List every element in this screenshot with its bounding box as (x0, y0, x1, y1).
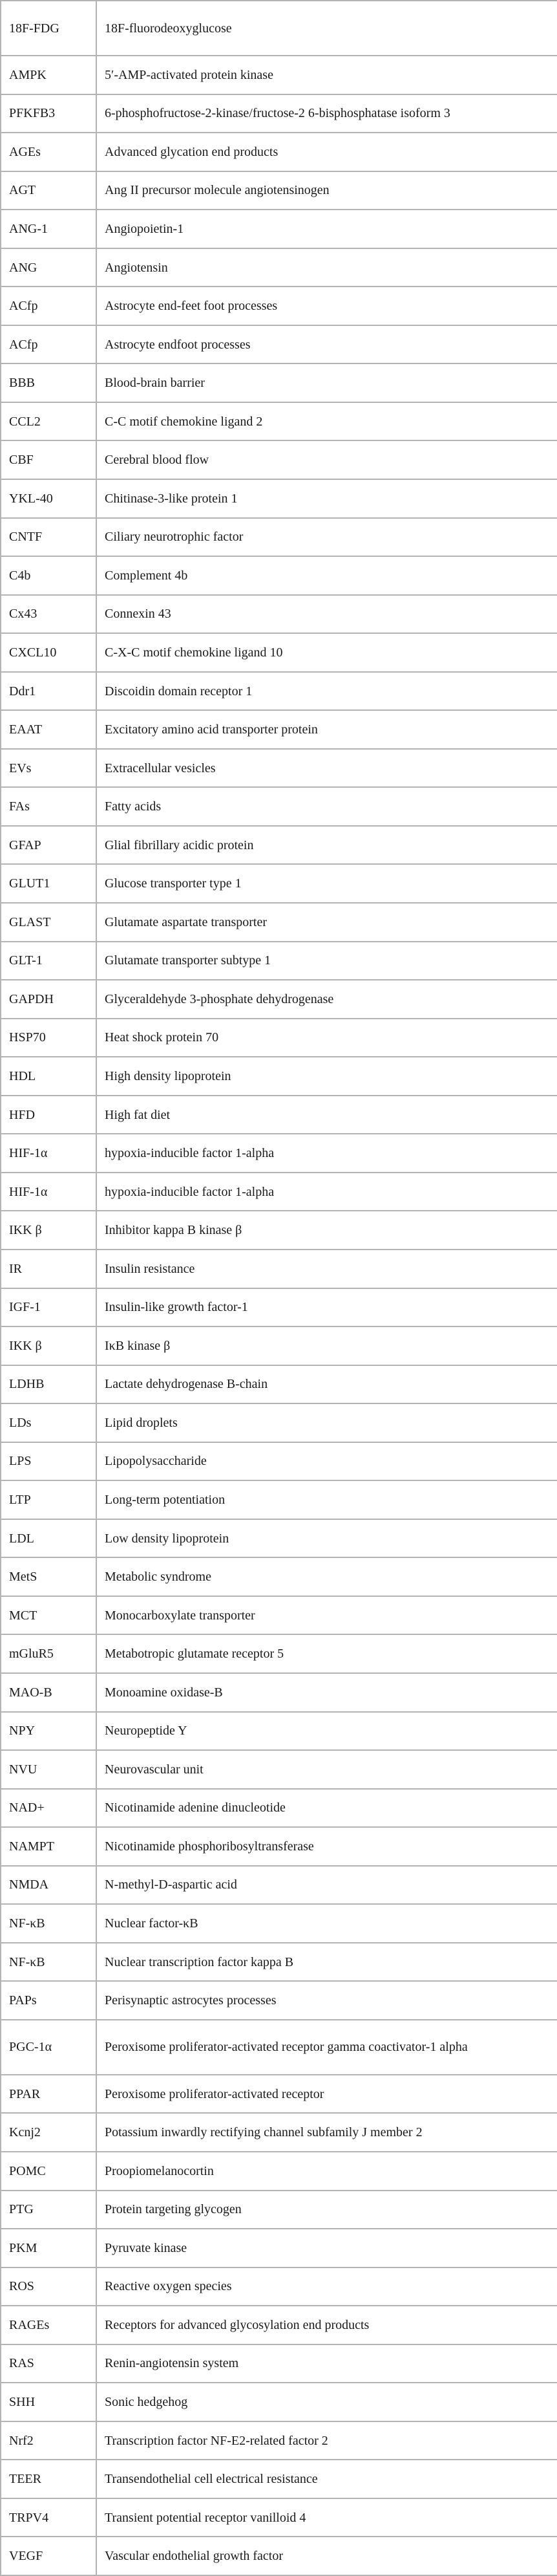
definition-cell: Inhibitor kappa B kinase β (96, 1211, 557, 1250)
table-row (1, 595, 557, 634)
abbreviation-cell: BBB (1, 363, 96, 402)
definition-cell: Complement 4b (96, 556, 557, 595)
definition-cell: Transendothelial cell electrical resistance (96, 2460, 557, 2498)
abbreviation-cell: CCL2 (1, 402, 96, 441)
table-row (1, 1981, 557, 2020)
table-row (1, 2229, 557, 2268)
abbreviation-cell: PAPs (1, 1981, 96, 2020)
table-row (1, 210, 557, 248)
abbreviation-cell: Nrf2 (1, 2421, 96, 2460)
table-row (1, 942, 557, 980)
definition-cell: Blood-brain barrier (96, 363, 557, 402)
definition-cell: hypoxia-inducible factor 1-alpha (96, 1173, 557, 1211)
definition-cell: Peroxisome proliferator-activated receptor gamma coactivator-1 alpha (96, 2020, 557, 2075)
abbreviation-cell: Ddr1 (1, 672, 96, 711)
definition-cell: Nuclear factor-κB (96, 1904, 557, 1943)
definition-cell: Metabotropic glutamate receptor 5 (96, 1634, 557, 1673)
definition-cell: Chitinase-3-like protein 1 (96, 479, 557, 518)
abbreviation-cell: POMC (1, 2152, 96, 2191)
definition-cell: Insulin-like growth factor-1 (96, 1288, 557, 1327)
table-row (1, 1134, 557, 1173)
definition-cell: Pyruvate kinase (96, 2229, 557, 2268)
table-row (1, 1673, 557, 1712)
abbreviation-cell: HIF-1α (1, 1134, 96, 1173)
table-row (1, 1096, 557, 1134)
abbreviation-cell: GFAP (1, 826, 96, 865)
abbreviation-cell: NAD+ (1, 1789, 96, 1828)
table-row (1, 2152, 557, 2191)
definition-cell: Nuclear transcription factor kappa B (96, 1943, 557, 1982)
abbreviation-cell: ACfp (1, 287, 96, 325)
definition-cell: Transcription factor NF-E2-related factor 2 (96, 2421, 557, 2460)
abbreviation-cell: HSP70 (1, 1019, 96, 1057)
definition-cell: Cerebral blood flow (96, 440, 557, 479)
definition-cell: Ciliary neurotrophic factor (96, 518, 557, 557)
definition-cell: Astrocyte endfoot processes (96, 325, 557, 364)
table-row (1, 2020, 557, 2075)
table-row (1, 1750, 557, 1789)
table-row (1, 2344, 557, 2383)
table-row (1, 1557, 557, 1596)
table-row (1, 56, 557, 94)
definition-cell: Advanced glycation end products (96, 133, 557, 171)
abbreviation-cell: IGF-1 (1, 1288, 96, 1327)
abbreviation-cell: NMDA (1, 1866, 96, 1905)
abbreviation-cell: MetS (1, 1557, 96, 1596)
definition-cell: Metabolic syndrome (96, 1557, 557, 1596)
table-row (1, 1326, 557, 1365)
definition-cell: Angiopoietin-1 (96, 210, 557, 248)
definition-cell: Ang II precursor molecule angiotensinogen (96, 171, 557, 210)
abbreviation-cell: GLAST (1, 903, 96, 942)
definition-cell: Renin-angiotensin system (96, 2344, 557, 2383)
table-row (1, 2191, 557, 2229)
table-row (1, 710, 557, 749)
definition-cell: Neuropeptide Y (96, 1712, 557, 1751)
abbreviation-cell: LDHB (1, 1365, 96, 1404)
table-row (1, 1250, 557, 1288)
abbreviation-cell: HIF-1α (1, 1173, 96, 1211)
table-row (1, 2383, 557, 2421)
table-row (1, 1480, 557, 1519)
abbreviation-cell: PPAR (1, 2075, 96, 2114)
table-row (1, 325, 557, 364)
table-row (1, 1442, 557, 1481)
definition-cell: Sonic hedgehog (96, 2383, 557, 2421)
abbreviation-cell: TEER (1, 2460, 96, 2498)
table-row (1, 518, 557, 557)
definition-cell: Angiotensin (96, 248, 557, 287)
abbreviation-cell: PKM (1, 2229, 96, 2268)
abbreviation-cell: LTP (1, 1480, 96, 1519)
table-row (1, 1789, 557, 1828)
definition-cell: Potassium inwardly rectifying channel subfamily J member 2 (96, 2113, 557, 2152)
table-row (1, 287, 557, 325)
abbreviation-cell: LDL (1, 1519, 96, 1558)
abbreviation-cell: GLT-1 (1, 942, 96, 980)
table-row (1, 1712, 557, 1751)
abbreviation-cell: AMPK (1, 56, 96, 94)
table-row (1, 363, 557, 402)
abbreviation-cell: SHH (1, 2383, 96, 2421)
abbreviation-cell: MAO-B (1, 1673, 96, 1712)
table-row (1, 864, 557, 903)
definition-cell: Glutamate transporter subtype 1 (96, 942, 557, 980)
table-row (1, 787, 557, 826)
table-row (1, 440, 557, 479)
abbreviation-cell: AGT (1, 171, 96, 210)
definition-cell: Glial fibrillary acidic protein (96, 826, 557, 865)
abbreviation-cell: HDL (1, 1057, 96, 1096)
definition-cell: High density lipoprotein (96, 1057, 557, 1096)
abbreviation-cell: NF-κB (1, 1943, 96, 1982)
definition-cell: Discoidin domain receptor 1 (96, 672, 557, 711)
definition-cell: 18F-fluorodeoxyglucose (96, 1, 557, 56)
table-row (1, 903, 557, 942)
table-row (1, 94, 557, 133)
abbreviation-cell: YKL-40 (1, 479, 96, 518)
table-row (1, 1365, 557, 1404)
abbreviation-cell: NAMPT (1, 1827, 96, 1866)
abbreviation-cell: NVU (1, 1750, 96, 1789)
table-row (1, 556, 557, 595)
abbreviation-cell: IKK β (1, 1326, 96, 1365)
abbreviation-cell: ANG (1, 248, 96, 287)
definition-cell: Heat shock protein 70 (96, 1019, 557, 1057)
definition-cell: Transient potential receptor vanilloid 4 (96, 2498, 557, 2537)
definition-cell: IκB kinase β (96, 1326, 557, 1365)
table-row (1, 826, 557, 865)
abbreviation-cell: VEGF (1, 2537, 96, 2575)
table-row (1, 1519, 557, 1558)
abbreviation-cell: Kcnj2 (1, 2113, 96, 2152)
table-row (1, 1866, 557, 1905)
table-row (1, 171, 557, 210)
table-row (1, 1173, 557, 1211)
abbreviation-cell: NPY (1, 1712, 96, 1751)
abbreviation-cell: ANG-1 (1, 210, 96, 248)
table-row (1, 2075, 557, 2114)
table-row (1, 980, 557, 1019)
definition-cell: 5′-AMP-activated protein kinase (96, 56, 557, 94)
definition-cell: Connexin 43 (96, 595, 557, 634)
definition-cell: Perisynaptic astrocytes processes (96, 1981, 557, 2020)
abbreviation-cell: RAGEs (1, 2306, 96, 2344)
table-row (1, 2498, 557, 2537)
table-row (1, 1057, 557, 1096)
abbreviation-cell: CBF (1, 440, 96, 479)
table-row (1, 133, 557, 171)
table-row (1, 402, 557, 441)
definition-cell: Lipid droplets (96, 1403, 557, 1442)
abbreviation-cell: ROS (1, 2268, 96, 2306)
definition-cell: Long-term potentiation (96, 1480, 557, 1519)
definition-cell: Insulin resistance (96, 1250, 557, 1288)
table-row (1, 2113, 557, 2152)
table-row (1, 479, 557, 518)
table-row (1, 2460, 557, 2498)
abbreviation-cell: RAS (1, 2344, 96, 2383)
table-row (1, 1634, 557, 1673)
definition-cell: Excitatory amino acid transporter protein (96, 710, 557, 749)
definition-cell: Vascular endothelial growth factor (96, 2537, 557, 2575)
abbreviation-cell: GAPDH (1, 980, 96, 1019)
abbreviation-cell: IR (1, 1250, 96, 1288)
abbreviation-cell: PTG (1, 2191, 96, 2229)
definition-cell: Neurovascular unit (96, 1750, 557, 1789)
definition-cell: Glyceraldehyde 3-phosphate dehydrogenase (96, 980, 557, 1019)
table-row (1, 1904, 557, 1943)
abbreviation-cell: CNTF (1, 518, 96, 557)
abbreviation-cell: EAAT (1, 710, 96, 749)
definition-cell: Monoamine oxidase-B (96, 1673, 557, 1712)
definition-cell: hypoxia-inducible factor 1-alpha (96, 1134, 557, 1173)
abbreviation-cell: Cx43 (1, 595, 96, 634)
abbreviation-cell: PGC-1α (1, 2020, 96, 2075)
abbreviation-cell: NF-κB (1, 1904, 96, 1943)
abbreviation-cell: MCT (1, 1596, 96, 1635)
definition-cell: Glucose transporter type 1 (96, 864, 557, 903)
abbreviation-cell: IKK β (1, 1211, 96, 1250)
definition-cell: Low density lipoprotein (96, 1519, 557, 1558)
definition-cell: Lactate dehydrogenase B-chain (96, 1365, 557, 1404)
abbreviation-cell: LDs (1, 1403, 96, 1442)
table-row (1, 1, 557, 56)
definition-cell: Receptors for advanced glycosylation end products (96, 2306, 557, 2344)
table-row (1, 633, 557, 672)
abbreviation-cell: CXCL10 (1, 633, 96, 672)
definition-cell: Nicotinamide phosphoribosyltransferase (96, 1827, 557, 1866)
table-row (1, 1019, 557, 1057)
abbreviation-cell: ACfp (1, 325, 96, 364)
abbreviation-cell: TRPV4 (1, 2498, 96, 2537)
definition-cell: 6-phosphofructose-2-kinase/fructose-2 6-bisphosphatase isoform 3 (96, 94, 557, 133)
abbreviation-cell: 18F-FDG (1, 1, 96, 56)
definition-cell: Extracellular vesicles (96, 749, 557, 788)
abbreviation-cell: LPS (1, 1442, 96, 1481)
definition-cell: Fatty acids (96, 787, 557, 826)
definition-cell: Nicotinamide adenine dinucleotide (96, 1789, 557, 1828)
table-row (1, 1827, 557, 1866)
definition-cell: Glutamate aspartate transporter (96, 903, 557, 942)
definition-cell: Lipopolysaccharide (96, 1442, 557, 1481)
abbreviations-table-body (1, 1, 557, 2575)
table-row (1, 749, 557, 788)
table-row (1, 2537, 557, 2575)
definition-cell: C-C motif chemokine ligand 2 (96, 402, 557, 441)
table-row (1, 2306, 557, 2344)
definition-cell: Astrocyte end-feet foot processes (96, 287, 557, 325)
table-row (1, 1288, 557, 1327)
abbreviation-cell: PFKFB3 (1, 94, 96, 133)
abbreviation-cell: GLUT1 (1, 864, 96, 903)
abbreviation-cell: mGluR5 (1, 1634, 96, 1673)
abbreviation-cell: FAs (1, 787, 96, 826)
table-row (1, 1211, 557, 1250)
table-row (1, 1403, 557, 1442)
definition-cell: Reactive oxygen species (96, 2268, 557, 2306)
table-row (1, 2421, 557, 2460)
table-row (1, 1596, 557, 1635)
definition-cell: Protein targeting glycogen (96, 2191, 557, 2229)
table-row (1, 2268, 557, 2306)
table-row (1, 1943, 557, 1982)
definition-cell: Peroxisome proliferator-activated receptor (96, 2075, 557, 2114)
abbreviation-cell: AGEs (1, 133, 96, 171)
abbreviation-cell: C4b (1, 556, 96, 595)
definition-cell: C-X-C motif chemokine ligand 10 (96, 633, 557, 672)
definition-cell: Monocarboxylate transporter (96, 1596, 557, 1635)
abbreviation-cell: HFD (1, 1096, 96, 1134)
abbreviation-cell: EVs (1, 749, 96, 788)
definition-cell: Proopiomelanocortin (96, 2152, 557, 2191)
table-row (1, 248, 557, 287)
table-row (1, 672, 557, 711)
definition-cell: N-methyl-D-aspartic acid (96, 1866, 557, 1905)
definition-cell: High fat diet (96, 1096, 557, 1134)
